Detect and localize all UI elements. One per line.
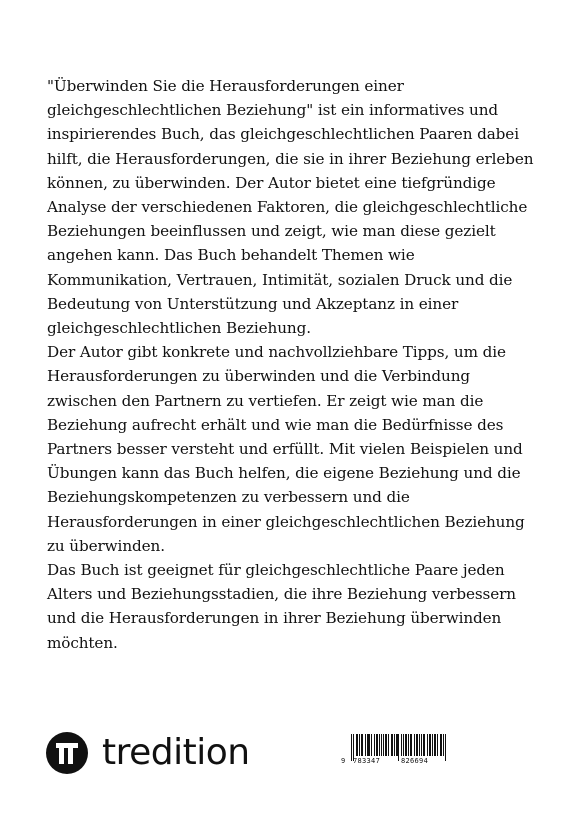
barcode-bar bbox=[410, 734, 411, 756]
description-paragraph-2 bbox=[47, 340, 525, 558]
barcode-bar bbox=[401, 734, 402, 756]
text-line: Bedeutung von Unterstützung und Akzeptanz in einer bbox=[47, 294, 459, 313]
text-line: hilft, die Herausforderungen, die sie in ihrer Beziehung erleben bbox=[47, 149, 534, 168]
barcode-digit-group-2: 826694 bbox=[401, 757, 429, 765]
barcode-bar bbox=[408, 734, 409, 756]
barcode-bar bbox=[388, 734, 389, 756]
barcode-bar bbox=[377, 734, 378, 756]
text-line: zu überwinden. bbox=[47, 536, 165, 555]
back-cover-description bbox=[47, 74, 534, 655]
text-line: Herausforderungen in einer gleichgeschlechtlichen Beziehung bbox=[47, 512, 525, 531]
text-line: inspirierendes Buch, das gleichgeschlechtlichen Paaren dabei bbox=[47, 125, 519, 144]
barcode-bar bbox=[368, 734, 369, 756]
barcode-bar bbox=[416, 734, 417, 756]
text-line: angehen kann. Das Buch behandelt Themen wie bbox=[47, 246, 415, 265]
barcode-bar bbox=[394, 734, 395, 756]
barcode-bar bbox=[424, 734, 425, 756]
barcode-bar bbox=[376, 734, 377, 756]
barcode-bar bbox=[430, 734, 431, 756]
barcode-bar bbox=[362, 734, 363, 756]
barcode-bar bbox=[411, 734, 412, 756]
text-line: Beziehung aufrecht erhält und wie man die Bedürfnisse des bbox=[47, 415, 504, 434]
text-line: Übungen kann das Buch helfen, die eigene Beziehung und die bbox=[47, 464, 521, 483]
barcode-bar bbox=[369, 734, 370, 756]
barcode-bar bbox=[351, 734, 352, 761]
text-line: Beziehungen beeinflussen und zeigt, wie man diese gezielt bbox=[47, 222, 496, 241]
tredition-t-logo-icon bbox=[46, 732, 88, 774]
barcode-bar bbox=[397, 734, 398, 756]
barcode-bar bbox=[435, 734, 436, 756]
barcode-bar bbox=[365, 734, 366, 756]
text-line: "Überwinden Sie die Herausforderungen einer bbox=[47, 77, 404, 95]
barcode-bar bbox=[398, 734, 399, 761]
barcode-bar bbox=[427, 734, 428, 756]
text-line: Der Autor gibt konkrete und nachvollziehbare Tipps, um die bbox=[47, 343, 506, 362]
barcode-bar bbox=[383, 734, 384, 756]
text-line: gleichgeschlechtlichen Beziehung. bbox=[47, 319, 311, 338]
text-line: Beziehungskompetenzen zu verbessern und die bbox=[47, 488, 410, 507]
barcode-bar bbox=[445, 734, 446, 761]
barcode-bar bbox=[443, 734, 444, 756]
barcode-bar bbox=[356, 734, 357, 756]
barcode-bar bbox=[361, 734, 362, 756]
barcode-bar bbox=[434, 734, 435, 756]
barcode-bar bbox=[417, 734, 418, 756]
text-line: Das Buch ist geeignet für gleichgeschlechtliche Paare jeden bbox=[47, 561, 505, 580]
description-paragraph-1 bbox=[47, 74, 534, 340]
barcode-bar bbox=[367, 734, 368, 756]
barcode-bar bbox=[414, 734, 415, 756]
text-line: Alters und Beziehungsstadien, die ihre Beziehung verbessern bbox=[47, 585, 516, 604]
text-line: Herausforderungen zu überwinden und die Verbindung bbox=[47, 367, 471, 386]
barcode-bar bbox=[441, 734, 442, 756]
text-line: gleichgeschlechtlichen Beziehung" ist ein informatives und bbox=[47, 101, 499, 120]
text-line: zwischen den Partnern zu vertiefen. Er zeigt wie man die bbox=[47, 391, 484, 410]
barcode-bar bbox=[386, 734, 387, 756]
barcode-bar bbox=[432, 734, 433, 756]
barcode-bar bbox=[405, 734, 406, 756]
barcode-bar bbox=[423, 734, 424, 756]
barcode-bar bbox=[396, 734, 397, 756]
barcode-bar bbox=[374, 734, 375, 756]
barcode-bar bbox=[421, 734, 422, 756]
text-line: können, zu überwinden. Der Autor bietet eine tiefgründige bbox=[47, 173, 496, 192]
barcode-bar bbox=[429, 734, 430, 756]
barcode-digit-first: 9 bbox=[341, 757, 346, 765]
barcode-bar bbox=[371, 734, 372, 756]
barcode-bar bbox=[440, 734, 441, 756]
barcode-bar bbox=[357, 734, 358, 756]
text-line: und die Herausforderungen in ihrer Beziehung überwinden bbox=[47, 609, 502, 628]
barcode-bar bbox=[379, 734, 380, 756]
barcode-bar bbox=[359, 734, 360, 756]
barcode-bar bbox=[385, 734, 386, 756]
barcode-bar bbox=[406, 734, 407, 756]
description-paragraph-3 bbox=[47, 558, 516, 655]
barcode-bar bbox=[419, 734, 420, 756]
barcode-bar bbox=[437, 734, 438, 756]
text-line: Analyse der verschiedenen Faktoren, die gleichgeschlechtliche bbox=[47, 198, 528, 217]
barcode-bar bbox=[403, 734, 404, 756]
publisher-name: tredition bbox=[102, 732, 250, 773]
barcode-bar bbox=[392, 734, 393, 756]
barcode-digit-group-1: 783347 bbox=[353, 757, 381, 765]
text-line: möchten. bbox=[47, 633, 118, 652]
barcode-bar bbox=[381, 734, 382, 756]
text-line: Partners besser versteht und erfüllt. Mit vielen Beispielen und bbox=[47, 440, 523, 459]
isbn-barcode bbox=[347, 734, 451, 772]
text-line: Kommunikation, Vertrauen, Intimität, sozialen Druck und die bbox=[47, 270, 513, 289]
publisher-logo bbox=[46, 732, 250, 774]
barcode-bar bbox=[391, 734, 392, 756]
